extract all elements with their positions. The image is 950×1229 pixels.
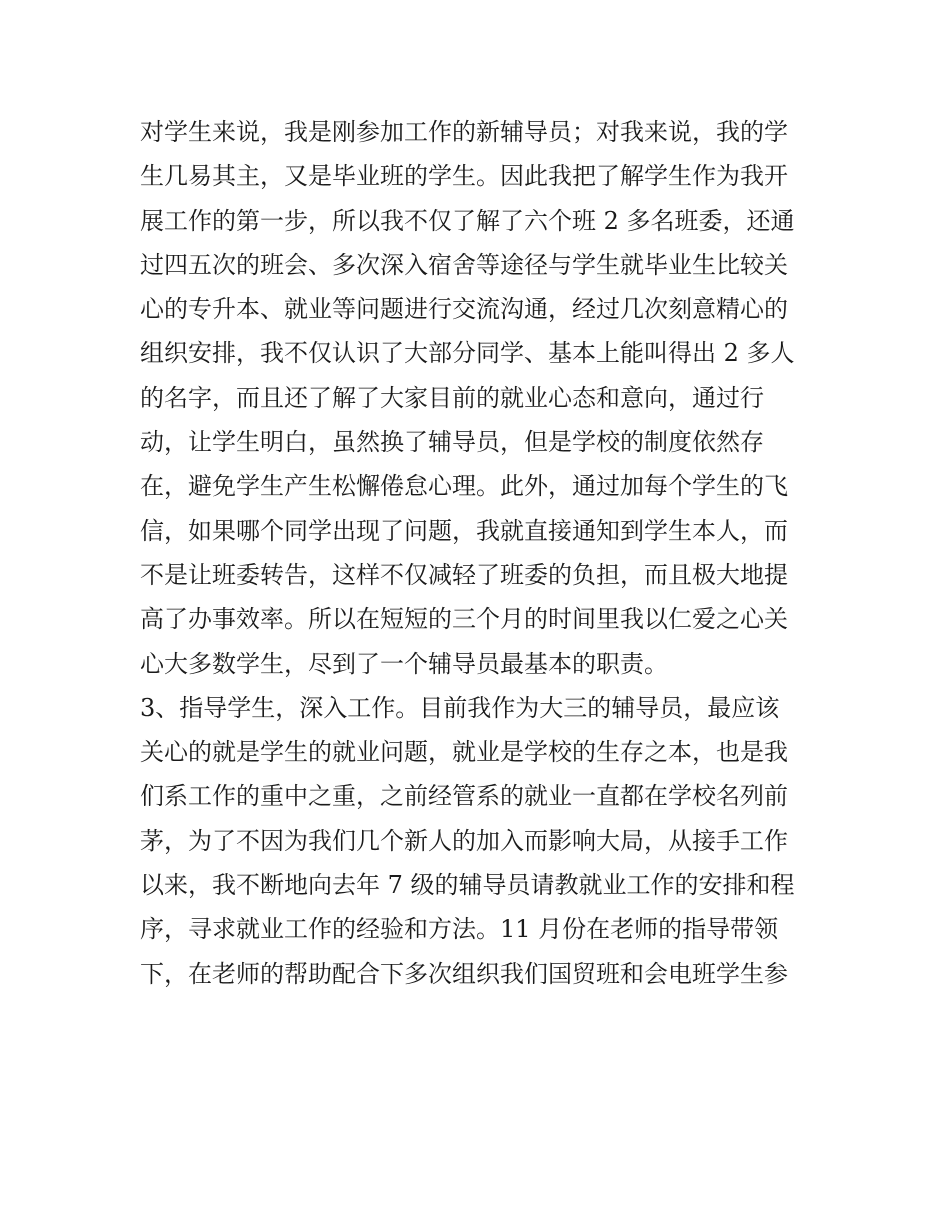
text-line: 心大多数学生，尽到了一个辅导员最基本的职责。 (140, 649, 668, 678)
body-text (140, 110, 820, 996)
text-line: 不是让班委转告，这样不仅减轻了班委的负担，而且极大地提 (140, 560, 788, 589)
text-line: 在，避免学生产生松懈倦怠心理。此外，通过加每个学生的飞 (140, 472, 788, 501)
text-line: 的名字，而且还了解了大家目前的就业心态和意向，通过行 (140, 383, 764, 412)
text-line: 序，寻求就业工作的经验和方法。11 月份在老师的指导带领 (140, 915, 779, 944)
text-line: 以来，我不断地向去年 7 级的辅导员请教就业工作的安排和程 (140, 871, 795, 900)
text-line: 组织安排，我不仅认识了大部分同学、基本上能叫得出 2 多人 (140, 339, 795, 368)
text-line: 们系工作的重中之重，之前经管系的就业一直都在学校名列前 (140, 782, 788, 811)
text-line: 信，如果哪个同学出现了问题，我就直接通知到学生本人，而 (140, 516, 788, 545)
text-line: 下，在老师的帮助配合下多次组织我们国贸班和会电班学生参 (140, 959, 788, 988)
text-line: 关心的就是学生的就业问题，就业是学校的生存之本，也是我 (140, 738, 788, 767)
text-line: 展工作的第一步，所以我不仅了解了六个班 2 多名班委，还通 (140, 206, 795, 235)
text-line: 3、指导学生，深入工作。目前我作为大三的辅导员，最应该 (140, 693, 780, 722)
text-line: 茅，为了不因为我们几个新人的加入而影响大局，从接手工作 (140, 826, 788, 855)
text-line: 对学生来说，我是刚参加工作的新辅导员；对我来说，我的学 (140, 118, 788, 146)
text-line: 动，让学生明白，虽然换了辅导员，但是学校的制度依然存 (140, 428, 764, 457)
text-line: 心的专升本、就业等问题进行交流沟通，经过几次刻意精心的 (140, 295, 788, 324)
text-line: 高了办事效率。所以在短短的三个月的时间里我以仁爱之心关 (140, 605, 788, 634)
text-line: 生几易其主，又是毕业班的学生。因此我把了解学生作为我开 (140, 162, 788, 191)
text-line: 过四五次的班会、多次深入宿舍等途径与学生就毕业生比较关 (140, 250, 788, 279)
